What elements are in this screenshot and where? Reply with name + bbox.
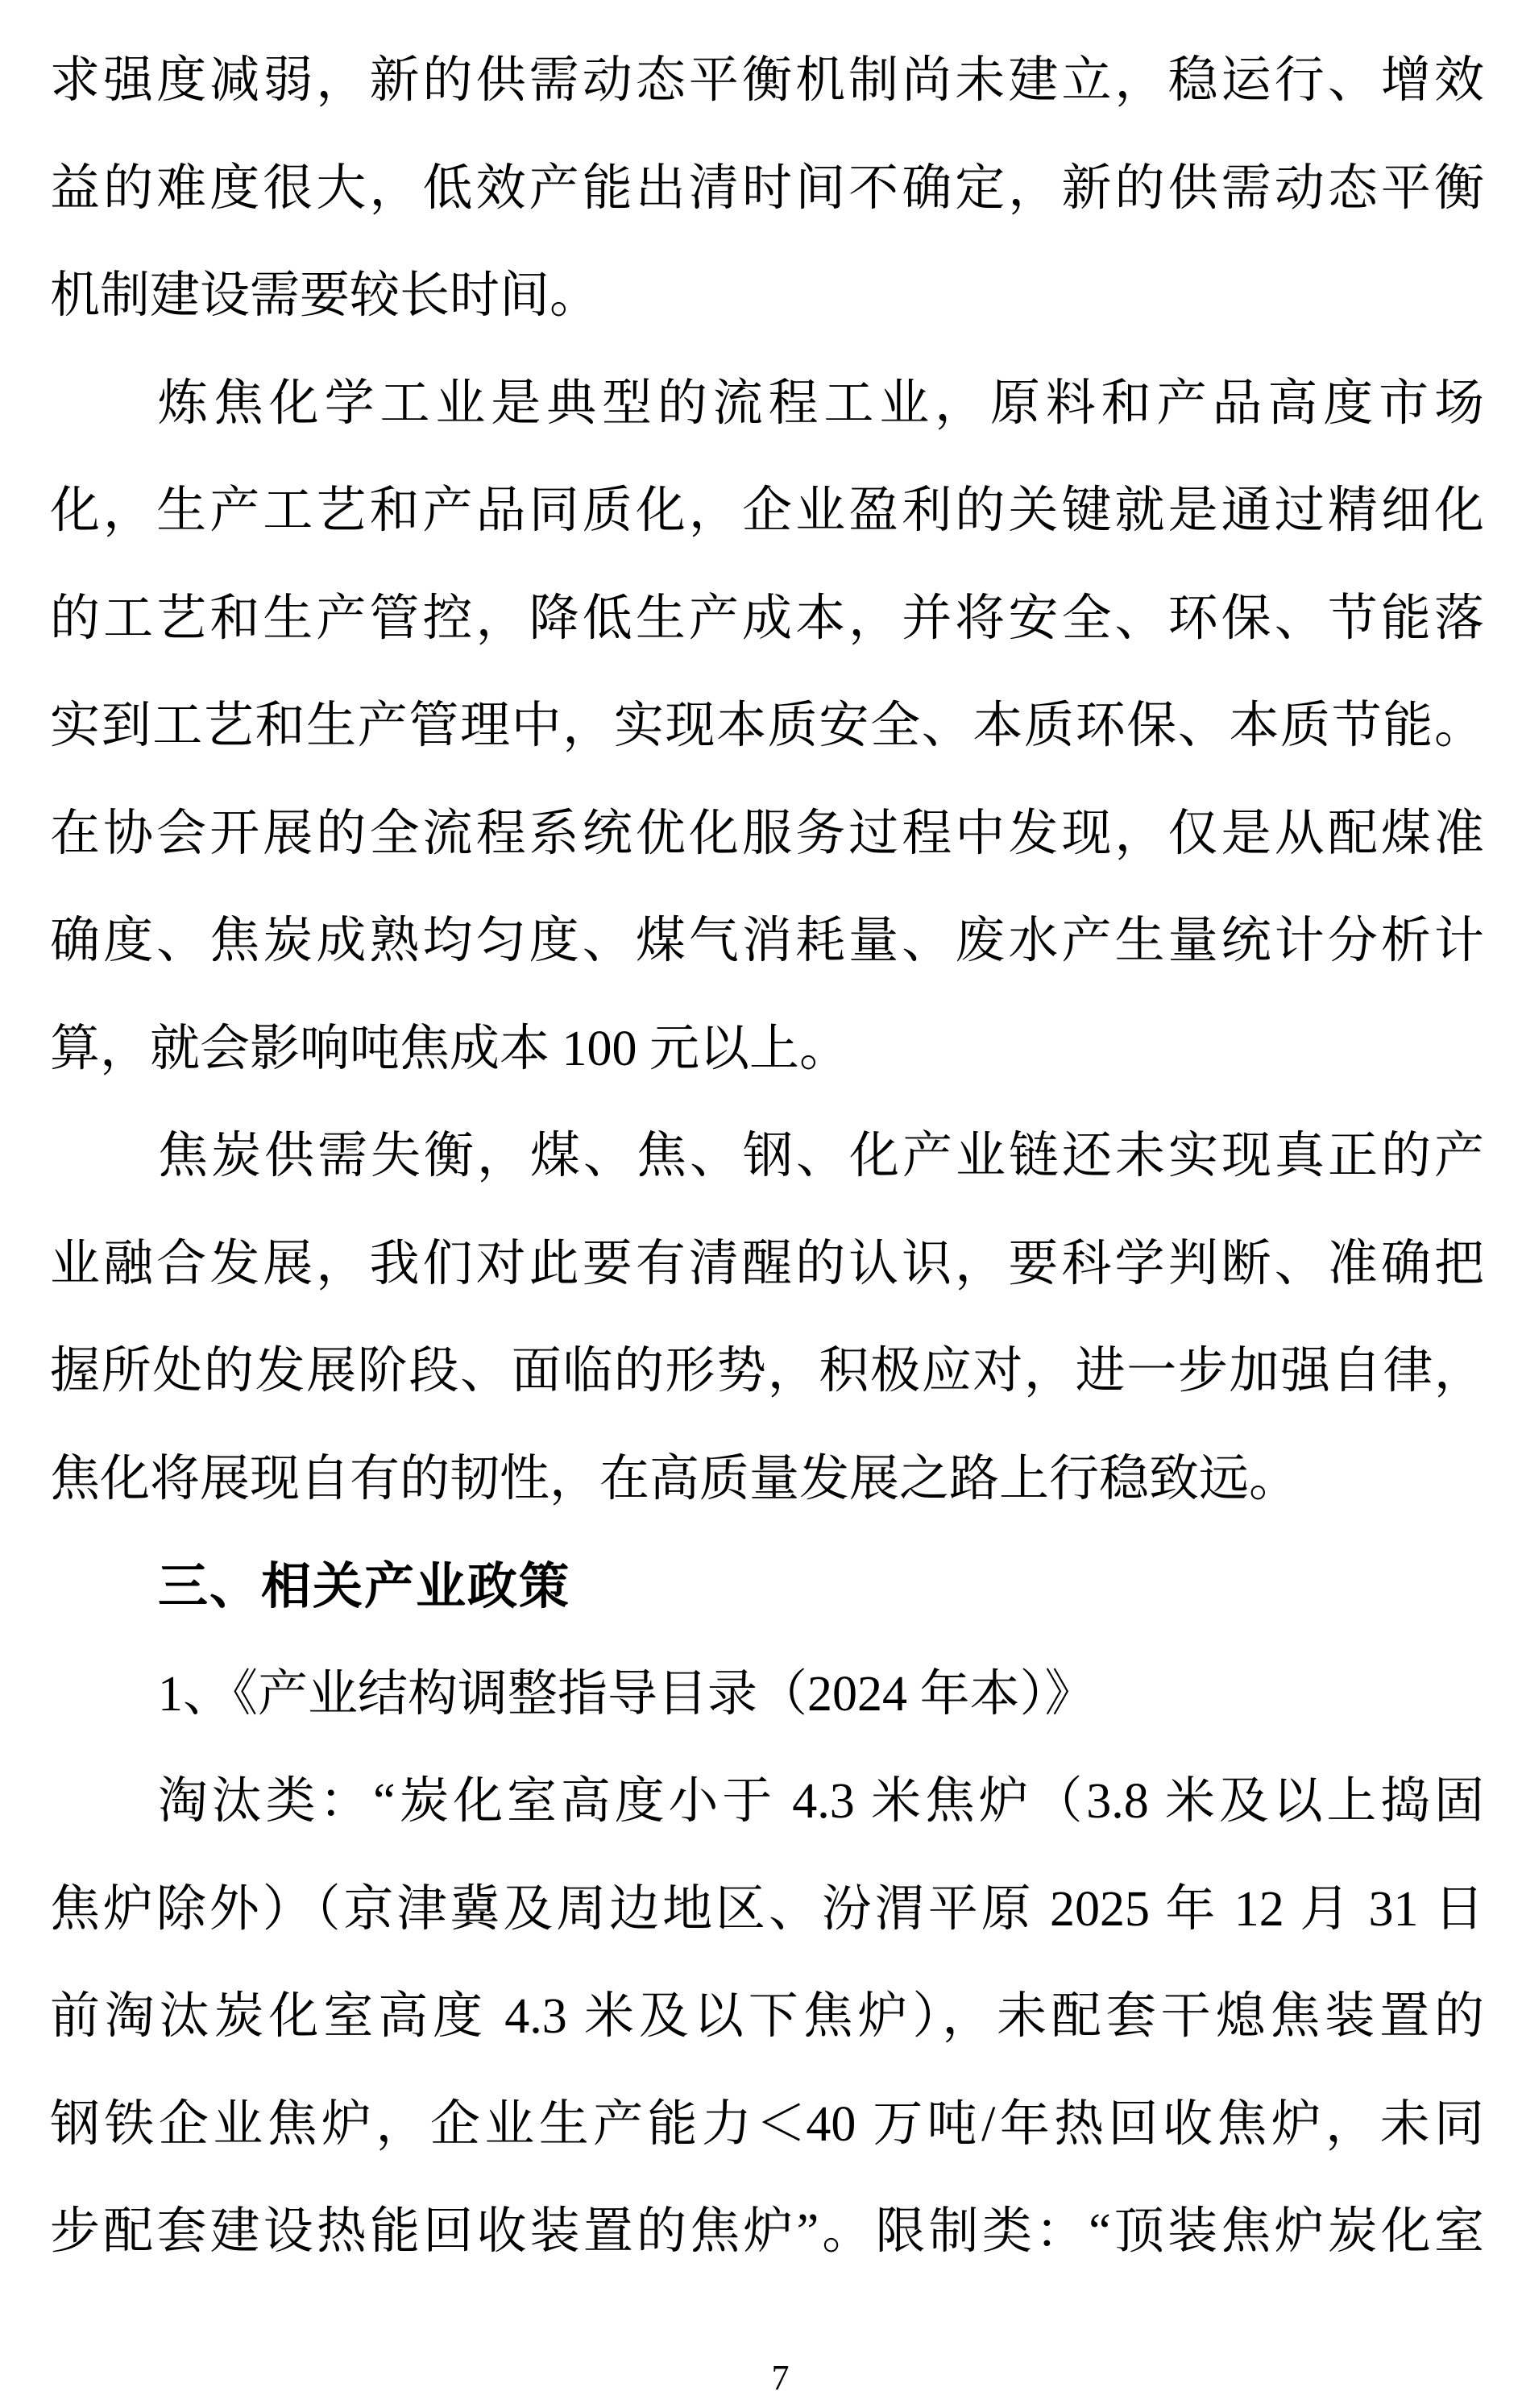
text-line: 算，就会影响吨焦成本 100 元以上。 [50, 1021, 850, 1076]
text-line: 益的难度很大，低效产能出清时间不确定，新的供需动态平衡 [50, 160, 1484, 216]
text-line: 机制建设需要较长时间。 [50, 268, 600, 323]
text-line: 步配套建设热能回收装置的焦炉”。限制类：“顶装焦炉炭化室 [50, 2204, 1484, 2259]
text-line: 焦化将展现自有的韧性，在高质量发展之路上行稳致远。 [50, 1451, 1300, 1507]
text-line: 实到工艺和生产管理中，实现本质安全、本质环保、本质节能。 [50, 698, 1484, 753]
text-line: 在协会开展的全流程系统优化服务过程中发现，仅是从配煤准 [50, 806, 1484, 861]
text-line: 淘汰类：“炭化室高度小于 4.3 米焦炉（3.8 米及以上捣固 [158, 1774, 1484, 1829]
text-block [50, 27, 1484, 2286]
page-number: 7 [771, 2358, 790, 2398]
text-line: 业融合发展，我们对此要有清醒的认识，要科学判断、准确把 [50, 1236, 1484, 1291]
text-line: 化，生产工艺和产品同质化，企业盈利的关键就是通过精细化 [50, 483, 1484, 538]
text-line: 焦炭供需失衡，煤、焦、钢、化产业链还未实现真正的产 [158, 1129, 1484, 1183]
text-line: 握所处的发展阶段、面临的形势，积极应对，进一步加强自律， [50, 1344, 1484, 1399]
text-line: 的工艺和生产管控，降低生产成本，并将安全、环保、节能落 [50, 591, 1484, 646]
text-line: 1、《产业结构调整指导目录（2024 年本）》 [158, 1666, 1095, 1722]
text-line: 求强度减弱，新的供需动态平衡机制尚未建立，稳运行、增效 [50, 53, 1484, 108]
text-line: 炼焦化学工业是典型的流程工业，原料和产品高度市场 [158, 375, 1484, 431]
text-line: 确度、焦炭成熟均匀度、煤气消耗量、废水产生量统计分析计 [50, 914, 1484, 968]
text-line: 前淘汰炭化室高度 4.3 米及以下焦炉），未配套干熄焦装置的 [50, 1989, 1484, 2044]
text-line: 焦炉除外）（京津冀及周边地区、汾渭平原 2025 年 12 月 31 日 [50, 1881, 1484, 1937]
text-line: 钢铁企业焦炉，企业生产能力＜40 万吨/年热回收焦炉，未同 [50, 2096, 1484, 2152]
section-heading: 三、相关产业政策 [158, 1559, 571, 1614]
